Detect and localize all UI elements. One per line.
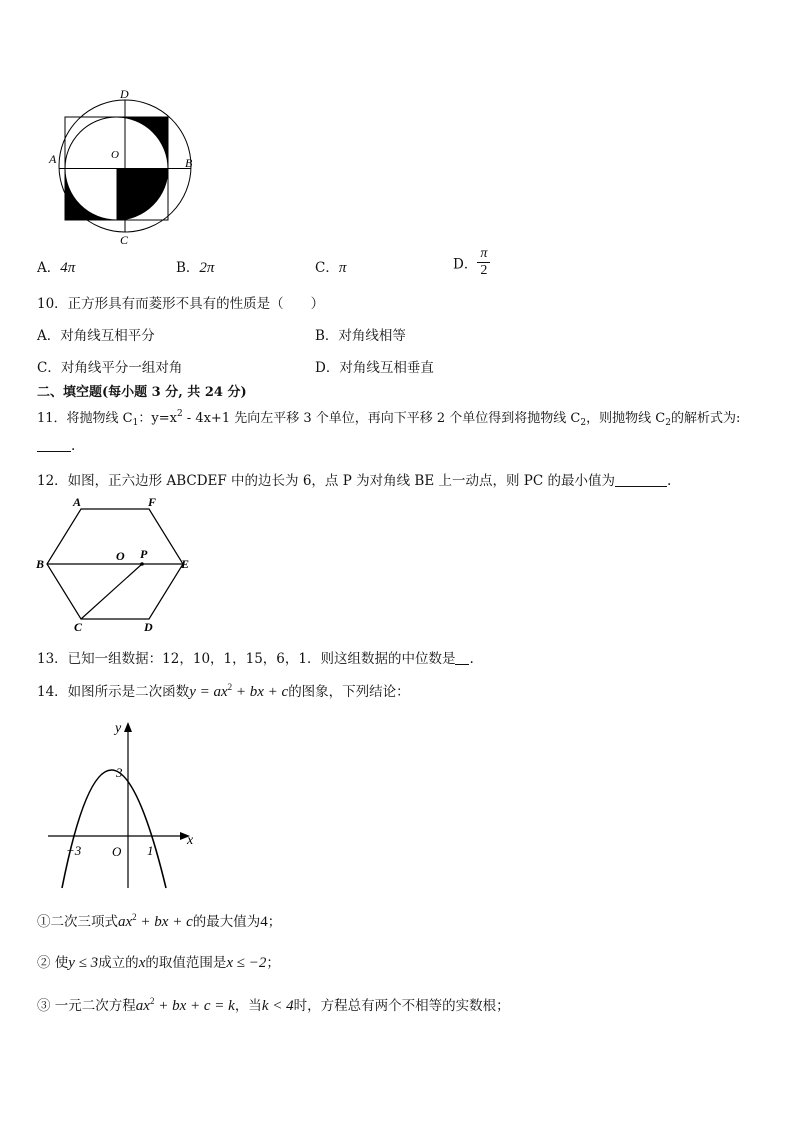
q14-conclusion-1: ①二次三项式$ax^2$ + bx + c的最大值为4； (37, 912, 282, 930)
label-B: B (185, 156, 193, 170)
graph-label-3: 3 (116, 765, 123, 780)
q9-option-b: B．2π (176, 260, 215, 276)
label-D: D (120, 87, 129, 101)
q12-blank (615, 474, 667, 487)
q11-blank (37, 439, 71, 452)
label-O: O (111, 149, 119, 161)
q10-option-c: C．对角线平分一组对角 (37, 360, 183, 376)
hex-label-E: E (181, 557, 190, 571)
hex-label-A: A (73, 495, 82, 509)
hex-label-F: F (148, 495, 157, 509)
parabola-graph (44, 716, 204, 892)
q10-option-b: B．对角线相等 (315, 328, 406, 344)
q14-conclusion-3: ③ 一元二次方程$ax^2$ + bx + c = k，当k < 4时，方程总有两个不相等的实数根； (37, 996, 510, 1014)
q12-text: 12．如图，正六边形 ABCDEF 中的边长为 6，点 P 为对角线 BE 上一动点，则 PC 的最小值为 . (37, 473, 672, 489)
q9-option-a: A．4π (37, 260, 76, 276)
hex-label-O: O (116, 549, 125, 563)
q10-option-a: A．对角线互相平分 (37, 328, 155, 344)
q10-stem: 10．正方形具有而菱形不具有的性质是（ ） (37, 296, 325, 312)
q9-option-c: C．π (315, 260, 347, 276)
q10-option-d: D．对角线互相垂直 (315, 360, 434, 376)
graph-label-origin: O (112, 844, 122, 859)
q9-option-d: D． $\frac{\pi}{2}$ (453, 246, 490, 279)
hexagon-figure (36, 494, 196, 634)
hex-label-D: D (144, 620, 153, 634)
graph-label-1: 1 (147, 843, 154, 858)
graph-label-neg3: −3 (66, 843, 82, 858)
q11-text: 11．将抛物线 $C_1$：$y=x^2 - 4x+1$ 先向左平移 3 个单位，再向下平移 2 个单位得到将抛物线 $C_2$，则抛物线 $C_2$的解析式为: (37, 409, 741, 428)
q13-text: 13．已知一组数据：12，10，1，15，6，1．则这组数据的中位数是 . (37, 651, 474, 667)
q11-answer-line: . (37, 438, 75, 454)
label-C: C (120, 233, 129, 244)
q13-blank (455, 652, 469, 665)
hex-label-C: C (74, 620, 83, 634)
section-heading: 二、填空题(每小题 3 分, 共 24 分) (37, 385, 247, 400)
hex-label-B: B (36, 557, 45, 571)
label-A: A (49, 152, 57, 166)
q14-stem: 14．如图所示是二次函数$y = ax^2$ + bx + c的图象，下列结论： (37, 682, 410, 700)
graph-label-y: y (115, 721, 122, 736)
graph-label-x: x (187, 833, 194, 848)
q14-conclusion-2: ② 使y ≤ 3成立的x的取值范围是x ≤ −2； (37, 955, 280, 971)
circle-square-figure (45, 84, 205, 244)
hex-label-P: P (140, 547, 148, 561)
